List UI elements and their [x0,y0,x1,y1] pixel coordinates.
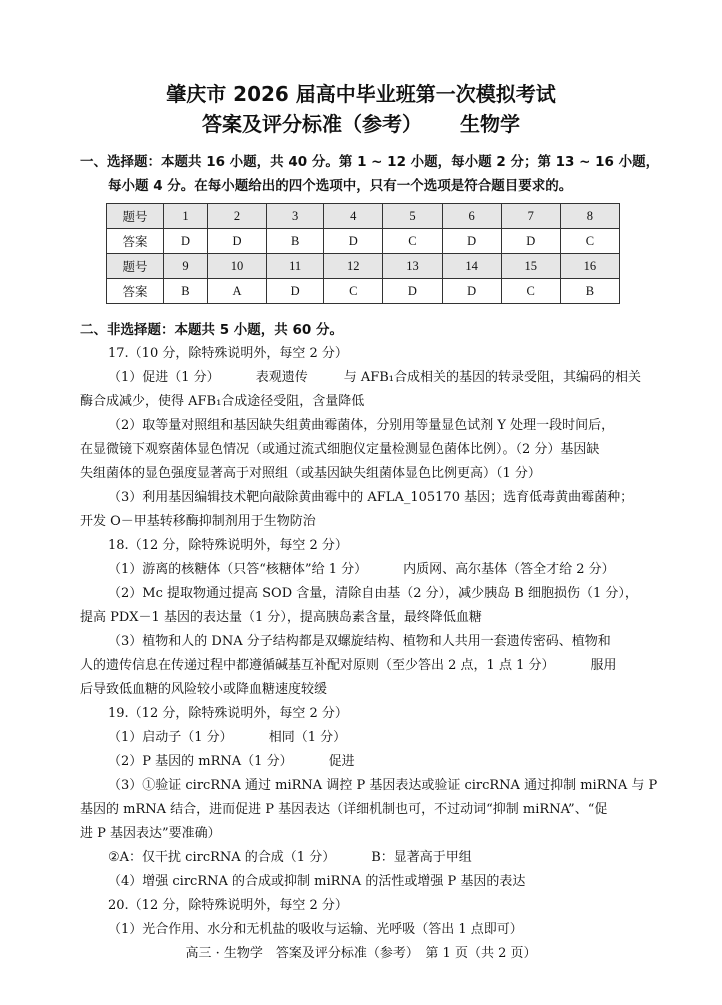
section-choice-heading [80,150,680,198]
table-cell: 12 [324,254,383,279]
q17-a1-cont: 酶合成减少，使得 AFB₁合成途径受阻，含量降低 [80,394,365,409]
table-cell: 8 [560,204,619,229]
table-cell: 6 [442,204,501,229]
q18-a3-line1: （3）植物和人的 DNA 分子结构都是双螺旋结构、植物和人共用一套遗传密码、植物和 [108,634,611,649]
table-cell: A [207,279,266,304]
q18-a2-line2: 提高 PDX－1 基因的表达量（1 分），提高胰岛素含量，最终降低血糖 [80,610,482,625]
table-cell: B [267,229,324,254]
q19-a2-part2: 促进 [328,754,355,769]
table-row-header: 题号 [107,254,164,279]
section-choice-line1: 一、选择题：本题共 16 小题，共 40 分。第 1 ~ 12 小题，每小题 2 分；第 13 ~ 16 小题， [80,154,660,170]
q18-a3-part3: 服用 [590,658,617,673]
table-cell: 5 [383,204,442,229]
table-cell: 3 [267,204,324,229]
q18-a1-part1: （1）游离的核糖体（只答“核糖体”给 1 分） [108,562,368,577]
table-cell: 15 [501,254,560,279]
section-nonchoice-heading: 二、非选择题：本题共 5 小题，共 60 分。 [80,322,343,338]
q20-answer-1: （1）光合作用、水分和无机盐的吸收与运输、光呼吸（答出 1 点即可） [108,922,523,937]
q19-answer-4: （4）增强 circRNA 的合成或抑制 miRNA 的活性或增强 P 基因的表达 [108,874,526,889]
q18-a2-line1: （2）Mc 提取物通过提高 SOD 含量，清除自由基（2 分），减少胰岛 B 细胞损伤（1 分）， [108,586,638,601]
q19-a3-line1: （3）①验证 circRNA 通过 miRNA 调控 P 基因表达或验证 circRNA 通过抑制 miRNA 与 P [108,778,658,793]
table-row-header: 题号 [107,204,164,229]
table-cell: 9 [164,254,208,279]
q17-a2-line3: 失组菌体的显色强度显著高于对照组（或基因缺失组菌体显色比例更高）（1 分） [80,466,541,481]
q18-a1-part2: 内质网、高尔基体（答全才给 2 分） [403,562,615,577]
q19-a3-line2: 基因的 mRNA 结合，进而促进 P 基因表达（详细机制也可，不过动词“抑制 miRNA”、“促 [80,802,608,817]
table-cell: 2 [207,204,266,229]
q19-a3-line4 [80,846,655,870]
table-cell: 1 [164,204,208,229]
table-cell: C [324,279,383,304]
table-cell: D [501,229,560,254]
table-row-header: 答案 [107,229,164,254]
q18-header: 18.（12 分，除特殊说明外，每空 2 分） [108,538,348,553]
q18-a3-part2: 人的遗传信息在传递过程中都遵循碱基互补配对原则（至少答出 2 点，1 点 1 分） [80,658,555,673]
q17-answer-1 [80,366,655,390]
q17-a1-part3: 与 AFB₁合成相关的基因的转录受阻，其编码的相关 [343,370,642,385]
q18-a3-line2 [80,654,655,678]
q17-block [80,342,658,942]
table-cell: D [207,229,266,254]
q17-a2-line1: （2）取等量对照组和基因缺失组黄曲霉菌体，分别用等量显色试剂 Y 处理一段时间后， [108,418,615,433]
q19-a3-part4: ②A：仅干扰 circRNA 的合成（1 分） [108,850,336,865]
q19-answer-1 [80,726,655,750]
q18-a3-line3: 后导致低血糖的风险较小或降血糖速度较缓 [80,682,328,697]
q17-a1-part2: 表观遗传 [255,370,308,385]
table-cell: D [164,229,208,254]
table-cell: 10 [207,254,266,279]
table-cell: D [267,279,324,304]
q19-a1-part1: （1）启动子（1 分） [108,730,233,745]
table-cell: D [324,229,383,254]
table-row [107,254,620,279]
q17-a1-part1: （1）促进（1 分） [108,370,220,385]
q18-answer-1 [80,558,655,582]
q19-a3-line3: 进 P 基因表达”要准确） [80,826,221,841]
table-cell: C [560,229,619,254]
q17-header: 17.（10 分，除特殊说明外，每空 2 分） [108,346,348,361]
page-subtitle [0,108,722,137]
q19-a2-part1: （2）P 基因的 mRNA（1 分） [108,754,293,769]
table-cell: D [383,279,442,304]
table-cell: 7 [501,204,560,229]
q19-answer-2 [80,750,655,774]
q19-a1-part2: 相同（1 分） [268,730,347,745]
table-row [107,229,620,254]
q19-a3-part5: B：显著高于甲组 [371,850,472,865]
table-cell: B [164,279,208,304]
subtitle-text: 答案及评分标准（参考） [202,112,422,136]
section-choice-line2: 每小题 4 分。在每小题给出的四个选项中，只有一个选项是符合题目要求的。 [108,178,573,194]
table-cell: 4 [324,204,383,229]
table-cell: D [442,279,501,304]
table-row-header: 答案 [107,279,164,304]
q19-header: 19.（12 分，除特殊说明外，每空 2 分） [108,706,348,721]
q17-a2-line2: 在显微镜下观察菌体显色情况（或通过流式细胞仪定量检测显色菌体比例）。（2 分）基因缺 [80,442,600,457]
table-cell: 11 [267,254,324,279]
table-cell: C [501,279,560,304]
table-cell: B [560,279,619,304]
q17-a3-line2: 开发 O－甲基转移酶抑制剂用于生物防治 [80,514,316,529]
table-cell: 13 [383,254,442,279]
page-title: 肇庆市 2026 届高中毕业班第一次模拟考试 [166,82,556,106]
q20-header: 20.（12 分，除特殊说明外，每空 2 分） [108,898,348,913]
table-cell: 16 [560,254,619,279]
subject-name: 生物学 [460,112,520,136]
table-cell: C [383,229,442,254]
table-cell: D [442,229,501,254]
page-footer: 高三 · 生物学 答案及评分标准（参考） 第 1 页（共 2 页） [185,946,537,961]
answer-table [106,203,620,304]
table-cell: 14 [442,254,501,279]
q17-a3-line1: （3）利用基因编辑技术靶向敲除黄曲霉中的 AFLA_105170 基因；选育低毒黄曲霉菌种； [108,490,634,505]
table-row [107,279,620,304]
table-row [107,204,620,229]
